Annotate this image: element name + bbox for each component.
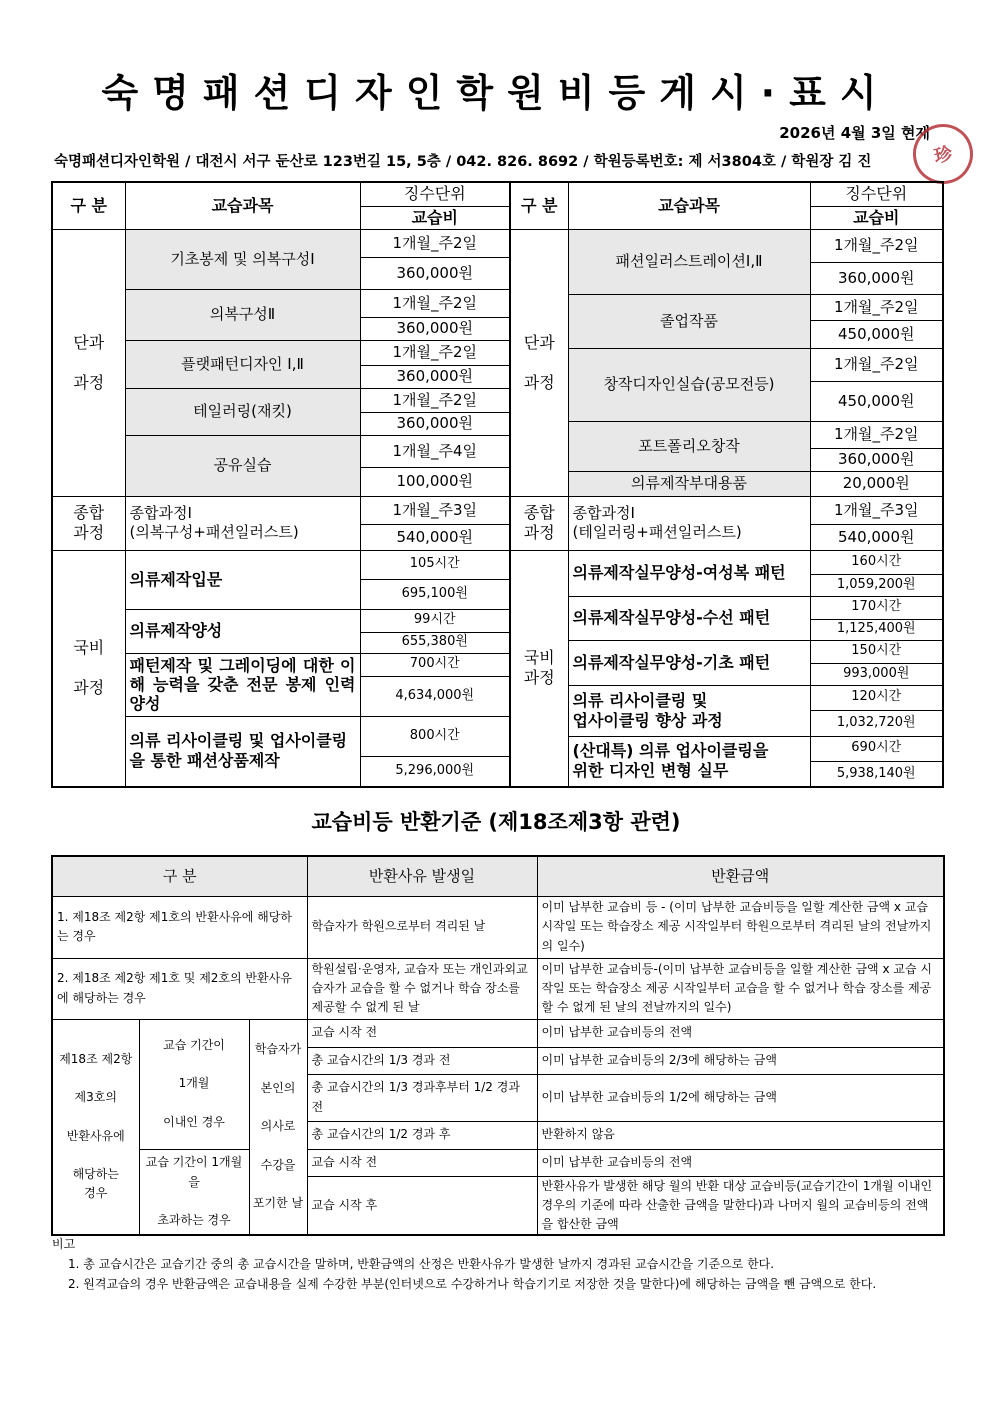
refund-date-1: 학습자가 학원으로부터 격리된 날 <box>307 896 537 958</box>
course-subject: 의류제작실무양성-여성복 패턴 <box>568 550 810 596</box>
course-subject: 졸업작품 <box>568 294 810 348</box>
course-unit: 170시간 <box>810 596 943 619</box>
course-subject: 의복구성Ⅱ <box>125 289 360 340</box>
course-unit: 1개월_주3일 <box>360 496 510 524</box>
refund-date-2: 학원설립·운영자, 교습자 또는 개인과외교습자가 교습을 할 수 없거나 학습 장소를 제공할 수 없게 된 날 <box>307 958 537 1019</box>
academy-info: 숙명패션디자인학원 / 대전시 서구 둔산로 123번길 15, 5층 / 042. 826. 8692 / 학원등록번호: 제 서3804호 / 학원장 김 진 <box>54 154 872 170</box>
seal-stamp: 珍 <box>907 118 978 189</box>
course-unit: 690시간 <box>810 736 943 761</box>
header-division: 구 분 <box>52 856 307 896</box>
course-unit: 1개월_주2일 <box>360 340 510 365</box>
course-unit: 1개월_주2일 <box>810 421 943 448</box>
course-fee: 655,380원 <box>360 632 510 653</box>
note-item: 2. 원격교습의 경우 반환금액은 교습내용을 실제 수강한 부분(인터넷으로 수강하거나 학습기기로 저장한 것을 말한다)에 해당하는 금액을 뺀 금액으로 한다. <box>68 1277 877 1291</box>
over-month-label: 교습 기간이 1개월을 초과하는 경우 <box>139 1149 249 1235</box>
header-date: 반환사유 발생일 <box>307 856 537 896</box>
course-unit: 160시간 <box>810 550 943 574</box>
course-subject: 종합과정Ⅰ (테일러링+패션일러스트) <box>568 496 810 550</box>
course-fee: 450,000원 <box>810 320 943 348</box>
course-unit: 800시간 <box>360 716 510 756</box>
refund-amount: 반환사유가 발생한 해당 월의 반환 대상 교습비등(교습기간이 1개월 이내인 경우의 기준에 따라 산출한 금액을 말한다)과 나머지 월의 교습비등의 전액을 합산한 금액 <box>537 1176 944 1235</box>
refund-table <box>51 855 945 1236</box>
refund-date: 교습 시작 후 <box>307 1176 537 1235</box>
section-label: 국비 과정 <box>52 550 125 787</box>
course-fee: 1,032,720원 <box>810 710 943 736</box>
course-subject: 의류제작실무양성-기초 패턴 <box>568 640 810 685</box>
section-label: 국비 과정 <box>510 550 568 787</box>
fee-table-left <box>51 181 511 788</box>
course-fee: 360,000원 <box>810 448 943 471</box>
withdraw-label: 학습자가 본인의 의사로 수강을 포기한 날 <box>249 1019 307 1235</box>
section-label: 단과 과정 <box>52 229 125 496</box>
refund-date: 교습 시작 전 <box>307 1149 537 1176</box>
course-unit: 150시간 <box>810 640 943 663</box>
course-subject: 의류제작실무양성-수선 패턴 <box>568 596 810 640</box>
course-subject: 플랫패턴디자인 Ⅰ,Ⅱ <box>125 340 360 388</box>
course-subject: 테일러링(재킷) <box>125 388 360 435</box>
course-fee: 4,634,000원 <box>360 676 510 716</box>
course-subject: 공유실습 <box>125 435 360 496</box>
header-fee: 교습비 <box>360 206 510 229</box>
course-unit: 1개월_주2일 <box>360 388 510 412</box>
header-subject: 교습과목 <box>568 182 810 229</box>
notes-label: 비고 <box>52 1237 76 1251</box>
refund-amount: 이미 납부한 교습비등의 전액 <box>537 1149 944 1176</box>
as-of-date: 2026년 4월 3일 현재 <box>779 124 930 142</box>
course-fee: 1,125,400원 <box>810 619 943 640</box>
course-fee: 1,059,200원 <box>810 574 943 596</box>
course-fee: 695,100원 <box>360 579 510 609</box>
refund-case-3: 제18조 제2항 제3호의 반환사유에 해당하는 경우 <box>52 1019 139 1235</box>
refund-date: 교습 시작 전 <box>307 1019 537 1047</box>
course-unit: 1개월_주4일 <box>360 435 510 467</box>
refund-date: 총 교습시간의 1/3 경과후부터 1/2 경과 전 <box>307 1074 537 1121</box>
course-subject: (산대특) 의류 업사이클링을 위한 디자인 변형 실무 <box>568 736 810 787</box>
course-unit: 99시간 <box>360 609 510 632</box>
notes <box>52 1234 952 1294</box>
refund-case-2: 2. 제18조 제2항 제1호 및 제2호의 반환사유에 해당하는 경우 <box>52 958 307 1019</box>
header-amount: 반환금액 <box>537 856 944 896</box>
refund-amount: 이미 납부한 교습비등의 전액 <box>537 1019 944 1047</box>
refund-case-1: 1. 제18조 제2항 제1호의 반환사유에 해당하는 경우 <box>52 896 307 958</box>
refund-amount: 이미 납부한 교습비등의 1/2에 해당하는 금액 <box>537 1074 944 1121</box>
header-division: 구 분 <box>510 182 568 229</box>
course-subject: 의류제작양성 <box>125 609 360 653</box>
refund-date: 총 교습시간의 1/3 경과 전 <box>307 1047 537 1074</box>
course-subject: 의류제작부대용품 <box>568 471 810 496</box>
course-subject: 기초봉제 및 의복구성Ⅰ <box>125 229 360 289</box>
course-fee: 360,000원 <box>360 317 510 340</box>
course-unit: 1개월_주2일 <box>810 229 943 262</box>
section-label: 종합 과정 <box>510 496 568 550</box>
course-subject: 포트폴리오창작 <box>568 421 810 471</box>
course-unit: 1개월_주3일 <box>810 496 943 524</box>
course-fee: 360,000원 <box>360 412 510 435</box>
course-subject: 의류제작입문 <box>125 550 360 609</box>
refund-amount: 이미 납부한 교습비등의 2/3에 해당하는 금액 <box>537 1047 944 1074</box>
course-subject: 창작디자인실습(공모전등) <box>568 348 810 421</box>
course-fee: 360,000원 <box>360 365 510 388</box>
course-subject: 패턴제작 및 그레이딩에 대한 이해 능력을 갖춘 전문 봉제 인력 양성 <box>125 653 360 716</box>
course-unit: 1개월_주2일 <box>360 229 510 257</box>
course-subject: 의류 리사이클링 및 업사이클링을 통한 패션상품제작 <box>125 716 360 787</box>
course-fee: 5,296,000원 <box>360 756 510 787</box>
header-unit: 징수단위 <box>810 182 943 206</box>
header-fee: 교습비 <box>810 206 943 229</box>
refund-amount-2: 이미 납부한 교습비등-(이미 납부한 교습비등을 일할 계산한 금액 x 교습 시작일 또는 학습장소 제공 시작일부터 교습을 할 수 없거나 학습 장소를 제공 할 수 없게 된 날의 전날까지의 일수) <box>537 958 944 1019</box>
header-subject: 교습과목 <box>125 182 360 229</box>
within-month-label: 교습 기간이 1개월 이내인 경우 <box>139 1019 249 1149</box>
course-unit: 120시간 <box>810 685 943 710</box>
course-subject: 패션일러스트레이션Ⅰ,Ⅱ <box>568 229 810 294</box>
course-fee: 540,000원 <box>360 524 510 550</box>
header-division: 구 분 <box>52 182 125 229</box>
course-unit: 1개월_주2일 <box>810 348 943 381</box>
course-unit: 700시간 <box>360 653 510 676</box>
course-fee: 360,000원 <box>810 262 943 294</box>
header-unit: 징수단위 <box>360 182 510 206</box>
course-unit: 1개월_주2일 <box>810 294 943 320</box>
course-fee: 993,000원 <box>810 663 943 685</box>
course-subject: 종합과정Ⅰ (의복구성+패션일러스트) <box>125 496 360 550</box>
course-fee: 450,000원 <box>810 381 943 421</box>
course-fee: 5,938,140원 <box>810 761 943 787</box>
refund-date: 총 교습시간의 1/2 경과 후 <box>307 1121 537 1149</box>
refund-amount: 반환하지 않음 <box>537 1121 944 1149</box>
fee-table-right <box>509 181 944 788</box>
course-fee: 20,000원 <box>810 471 943 496</box>
section-label: 단과 과정 <box>510 229 568 496</box>
note-item: 1. 총 교습시간은 교습기간 중의 총 교습시간을 말하며, 반환금액의 산정은 반환사유가 발생한 날까지 경과된 교습시간을 기준으로 한다. <box>68 1257 775 1271</box>
course-fee: 360,000원 <box>360 257 510 289</box>
course-fee: 100,000원 <box>360 467 510 496</box>
course-fee: 540,000원 <box>810 524 943 550</box>
course-unit: 105시간 <box>360 550 510 579</box>
course-unit: 1개월_주2일 <box>360 289 510 317</box>
section-label: 종합 과정 <box>52 496 125 550</box>
page-title: 숙명패션디자인학원비등게시·표시 <box>101 71 891 115</box>
course-subject: 의류 리사이클링 및 업사이클링 향상 과정 <box>568 685 810 736</box>
refund-amount-1: 이미 납부한 교습비 등 - (이미 납부한 교습비등을 일할 계산한 금액 x 교습 시작일 또는 학습장소 제공 시작일부터 학원으로부터 격리된 날의 전날까지의 일수) <box>537 896 944 958</box>
refund-title: 교습비등 반환기준 (제18조제3항 관련) <box>311 810 681 834</box>
